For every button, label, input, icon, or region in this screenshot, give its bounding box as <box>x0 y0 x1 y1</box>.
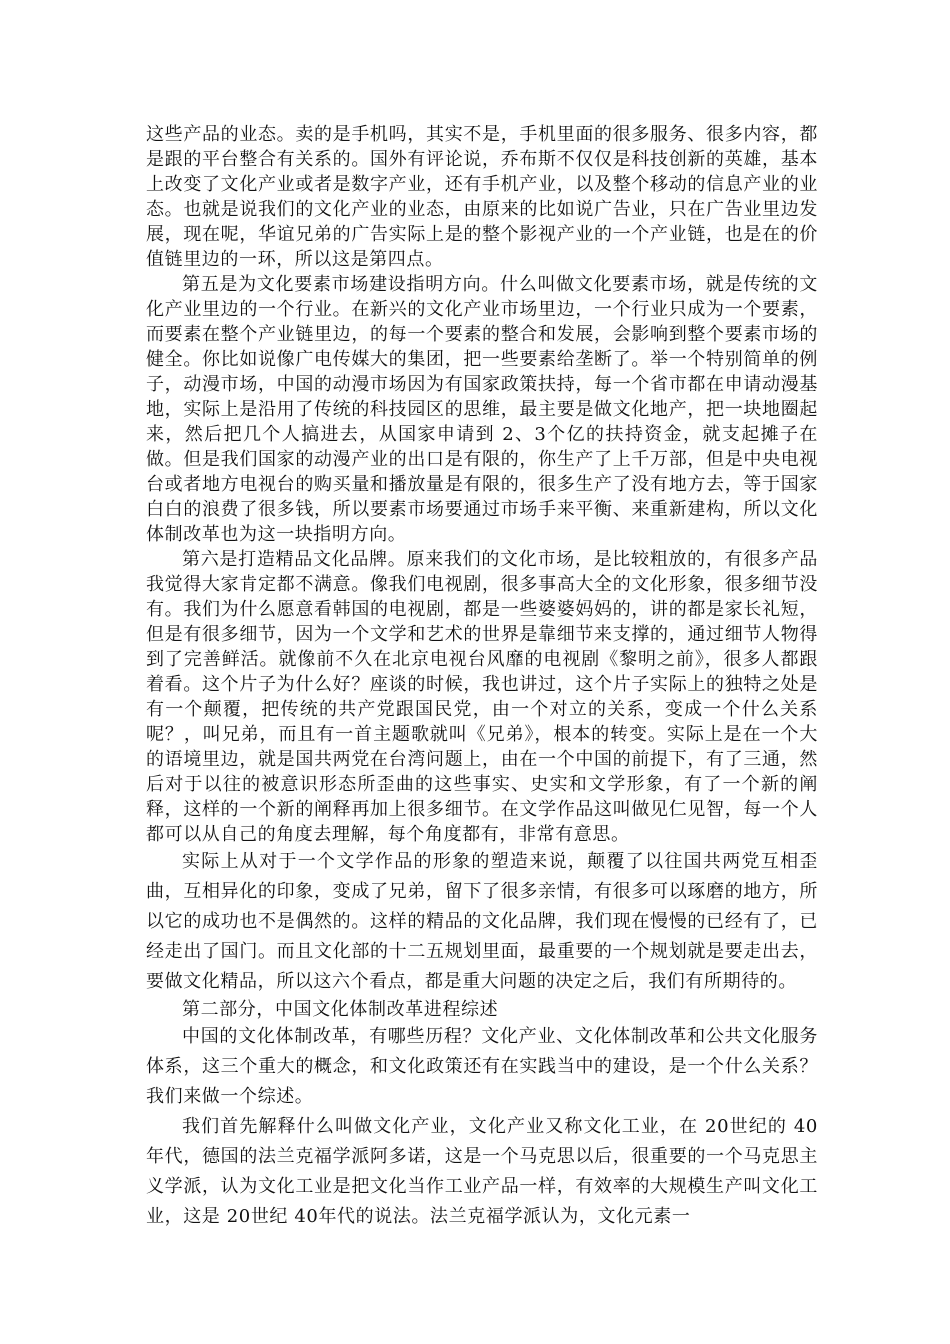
paragraph-reform-overview: 中国的文化体制改革，有哪些历程？文化产业、文化体制改革和公共文化服务体系，这三个重大的概念，和文化政策还有在实践当中的建设，是一个什么关系？我们来做一个综述。 <box>146 1026 818 1107</box>
paragraph-sixth-point: 第六是打造精品文化品牌。原来我们的文化市场，是比较粗放的，有很多产品我觉得大家肯定都不满意。像我们电视剧，很多事高大全的文化形象，很多细节没有。我们为什么愿意看韩国的电视剧，都是一些婆婆妈妈的，讲的都是家长礼短，但是有很多细节，因为一个文学和艺术的世界是靠细节来支撑的，通过细节人物得到了完善鲜活。就像前不久在北京电视台风靡的电视剧《黎明之前》，很多人都跟着看。这个片子为什么好？座谈的时候，我也讲过，这个片子实际上的独特之处是有一个颠覆，把传统的共产党跟国民党，由一个对立的关系，变成一个什么关系呢？，叫兄弟，而且有一首主题歌就叫《兄弟》，根本的转变。实际上是在一个大的语境里边，就是国共两党在台湾问题上，由在一个中国的前提下，有了三通，然后对于以往的被意识形态所歪曲的这些事实、史实和文学形象，有了一个新的阐释，这样的一个新的阐释再加上很多细节。在文学作品这叫做见仁见智，每一个人都可以从自己的角度去理解，每个角度都有，非常有意思。 <box>146 549 818 845</box>
paragraph-culture-industry-definition: 我们首先解释什么叫做文化产业，文化产业又称文化工业，在 20世纪的 40年代，德国的法兰克福学派阿多诺，这是一个马克思以后，很重要的一个马克思主义学派，认为文化工业是把文化当作工业产品一样，有效率的大规模生产叫文化工业，这是 20世纪 40年代的说法。法兰克福学派认为，文化元素一 <box>146 1116 818 1227</box>
paragraph-fifth-point: 第五是为文化要素市场建设指明方向。什么叫做文化要素市场，就是传统的文化产业里边的一个行业。在新兴的文化产业市场里边，一个行业只成为一个要素，而要素在整个产业链里边，的每一个要素的整合和发展，会影响到整个要素市场的健全。你比如说像广电传媒大的集团，把一些要素给垄断了。举一个特别简单的例子，动漫市场，中国的动漫市场因为有国家政策扶持，每一个省市都在申请动漫基地，实际上是沿用了传统的科技园区的思维，最主要是做文化地产，把一块地圈起来，然后把几个人搞进去，从国家申请到 2、3个亿的扶持资金，就支起摊子在做。但是我们国家的动漫产业的出口是有限的，你生产了上千万部，但是中央电视台或者地方电视台的购买量和播放量是有限的，很多生产了没有地方去，等于国家白白的浪费了很多钱，所以要素市场要通过市场手来平衡、来重新建构，所以文化体制改革也为这一块指明方向。 <box>146 274 818 545</box>
section-heading-part-two: 第二部分，中国文化体制改革进程综述 <box>182 999 499 1020</box>
paragraph-brand-image: 实际上从对于一个文学作品的形象的塑造来说，颠覆了以往国共两党互相歪曲，互相异化的印象，变成了兄弟，留下了很多亲情，有很多可以琢磨的地方，所以它的成功也不是偶然的。这样的精品的文化品牌，我们现在慢慢的已经有了，已经走出了国门。而且文化部的十二五规划里面，最重要的一个规划就是要走出去，要做文化精品，所以这六个看点，都是重大问题的决定之后，我们有所期待的。 <box>146 851 818 992</box>
document-page <box>146 122 818 1232</box>
paragraph-industry-format: 这些产品的业态。卖的是手机吗，其实不是，手机里面的很多服务、很多内容，都是跟的平台整合有关系的。国外有评论说，乔布斯不仅仅是科技创新的英雄，基本上改变了文化产业或者是数字产业，还有手机产业，以及整个移动的信息产业的业态。也就是说我们的文化产业的业态，由原来的比如说广告业，只在广告业里边发展，现在呢，华谊兄弟的广告实际上是的整个影视产业的一个产业链，也是在的价值链里边的一环，所以这是第四点。 <box>146 124 818 270</box>
